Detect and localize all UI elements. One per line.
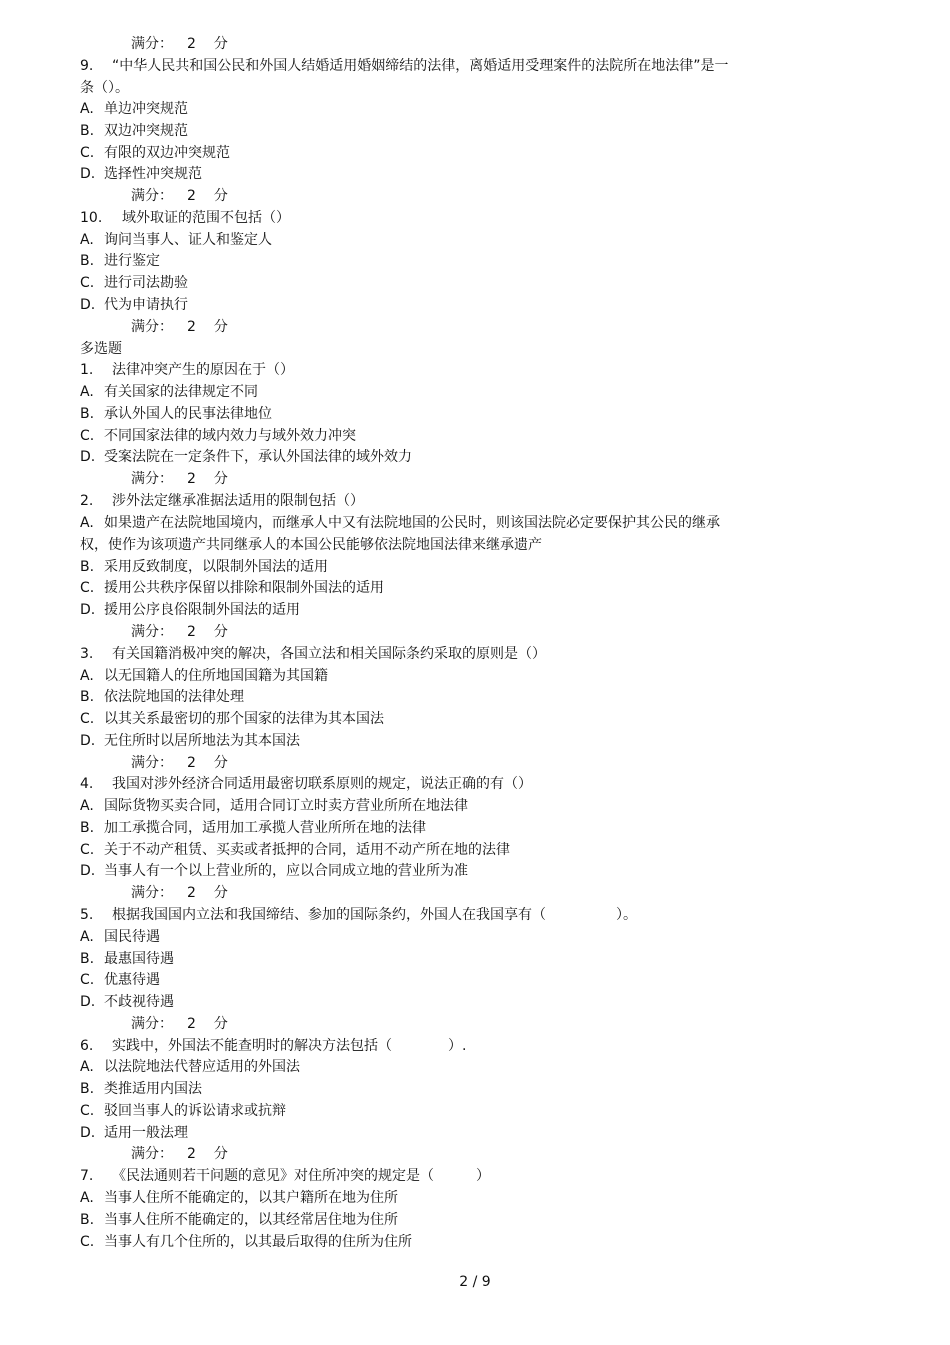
- option-c: C. 当事人有几个住所的，以其最后取得的住所为住所: [80, 1234, 412, 1250]
- question-m7: 7. 《民法通则若干问题的意见》对住所冲突的规定是（ ）: [80, 1168, 490, 1184]
- option-a: A. 如果遗产在法院地国境内，而继承人中又有法院地国的公民时，则该国法院必定要保护其公民的继承: [80, 515, 720, 531]
- option-d: D. 受案法院在一定条件下，承认外国法律的域外效力: [80, 449, 412, 465]
- option-b: B. 类推适用内国法: [80, 1081, 202, 1097]
- option-d: D. 无住所时以居所地法为其本国法: [80, 733, 300, 749]
- score-line: 满分： 2 分: [131, 1016, 228, 1032]
- option-d: D. 不歧视待遇: [80, 994, 174, 1010]
- option-a: A. 以无国籍人的住所地国国籍为其国籍: [80, 668, 328, 684]
- score-line: 满分： 2 分: [131, 1146, 228, 1162]
- option-a: A. 有关国家的法律规定不同: [80, 384, 258, 400]
- score-line: 满分： 2 分: [131, 471, 228, 487]
- option-a: A. 国际货物买卖合同，适用合同订立时卖方营业所所在地法律: [80, 798, 468, 814]
- question-text: 实践中，外国法不能查明时的解决方法包括（ ）.: [112, 1038, 467, 1054]
- option-d: D. 适用一般法理: [80, 1125, 188, 1141]
- question-10: 10. 域外取证的范围不包括（）: [80, 210, 290, 226]
- option-b: B. 当事人住所不能确定的，以其经常居住地为住所: [80, 1212, 398, 1228]
- option-b: B. 进行鉴定: [80, 253, 160, 269]
- option-a-cont: 权，使作为该项遗产共同继承人的本国公民能够依法院地国法律来继承遗产: [80, 537, 542, 553]
- option-c: C. 援用公共秩序保留以排除和限制外国法的适用: [80, 580, 384, 596]
- option-a: A. 以法院地法代替应适用的外国法: [80, 1059, 300, 1075]
- option-c: C. 不同国家法律的域内效力与域外效力冲突: [80, 428, 356, 444]
- question-m1: 1. 法律冲突产生的原因在于（）: [80, 362, 294, 378]
- question-text: 根据我国国内立法和我国缔结、参加的国际条约，外国人在我国享有（ ）。: [112, 907, 637, 923]
- option-b: B. 加工承揽合同，适用加工承揽人营业所所在地的法律: [80, 820, 426, 836]
- option-d: D. 援用公序良俗限制外国法的适用: [80, 602, 300, 618]
- option-a: A. 单边冲突规范: [80, 101, 188, 117]
- option-c: C. 驳回当事人的诉讼请求或抗辩: [80, 1103, 286, 1119]
- option-c: C. 以其关系最密切的那个国家的法律为其本国法: [80, 711, 384, 727]
- question-m2: 2. 涉外法定继承准据法适用的限制包括（）: [80, 493, 364, 509]
- question-9: 9. “中华人民共和国公民和外国人结婚适用婚姻缔结的法律，离婚适用受理案件的法院所在地法律”是一: [80, 58, 729, 74]
- question-text: 域外取证的范围不包括（）: [122, 210, 290, 226]
- option-d: D. 当事人有一个以上营业所的，应以合同成立地的营业所为准: [80, 863, 468, 879]
- section-heading-multiple-choice: 多选题: [80, 341, 122, 357]
- question-m5: 5. 根据我国国内立法和我国缔结、参加的国际条约，外国人在我国享有（ ）。: [80, 907, 637, 923]
- option-b: B. 双边冲突规范: [80, 123, 188, 139]
- question-text: “中华人民共和国公民和外国人结婚适用婚姻缔结的法律，离婚适用受理案件的法院所在地法律”是一: [112, 58, 729, 74]
- option-b: B. 依法院地国的法律处理: [80, 689, 244, 705]
- option-d: D. 选择性冲突规范: [80, 166, 202, 182]
- question-m3: 3. 有关国籍消极冲突的解决，各国立法和相关国际条约采取的原则是（）: [80, 646, 546, 662]
- option-b: B. 最惠国待遇: [80, 951, 174, 967]
- option-c: C. 进行司法勘验: [80, 275, 188, 291]
- option-a: A. 当事人住所不能确定的，以其户籍所在地为住所: [80, 1190, 398, 1206]
- question-text: 《民法通则若干问题的意见》对住所冲突的规定是（ ）: [112, 1168, 490, 1184]
- score-line: 满分： 2 分: [131, 36, 228, 52]
- option-b: B. 承认外国人的民事法律地位: [80, 406, 272, 422]
- question-text: 我国对涉外经济合同适用最密切联系原则的规定，说法正确的有（）: [112, 776, 532, 792]
- score-line: 满分： 2 分: [131, 885, 228, 901]
- score-line: 满分： 2 分: [131, 755, 228, 771]
- option-b: B. 采用反致制度，以限制外国法的适用: [80, 559, 328, 575]
- question-text: 有关国籍消极冲突的解决，各国立法和相关国际条约采取的原则是（）: [112, 646, 546, 662]
- option-c: C. 优惠待遇: [80, 972, 160, 988]
- option-a: A. 询问当事人、证人和鉴定人: [80, 232, 272, 248]
- page-number: 2 / 9: [459, 1274, 491, 1290]
- question-m4: 4. 我国对涉外经济合同适用最密切联系原则的规定，说法正确的有（）: [80, 776, 532, 792]
- score-line: 满分： 2 分: [131, 624, 228, 640]
- score-line: 满分： 2 分: [131, 319, 228, 335]
- question-text-cont: 条（）。: [80, 80, 129, 96]
- option-c: C. 有限的双边冲突规范: [80, 145, 230, 161]
- score-line: 满分： 2 分: [131, 188, 228, 204]
- question-m6: 6. 实践中，外国法不能查明时的解决方法包括（ ）.: [80, 1038, 467, 1054]
- question-text: 涉外法定继承准据法适用的限制包括（）: [112, 493, 364, 509]
- option-d: D. 代为申请执行: [80, 297, 188, 313]
- option-a: A. 国民待遇: [80, 929, 160, 945]
- question-text: 法律冲突产生的原因在于（）: [112, 362, 294, 378]
- option-c: C. 关于不动产租赁、买卖或者抵押的合同，适用不动产所在地的法律: [80, 842, 510, 858]
